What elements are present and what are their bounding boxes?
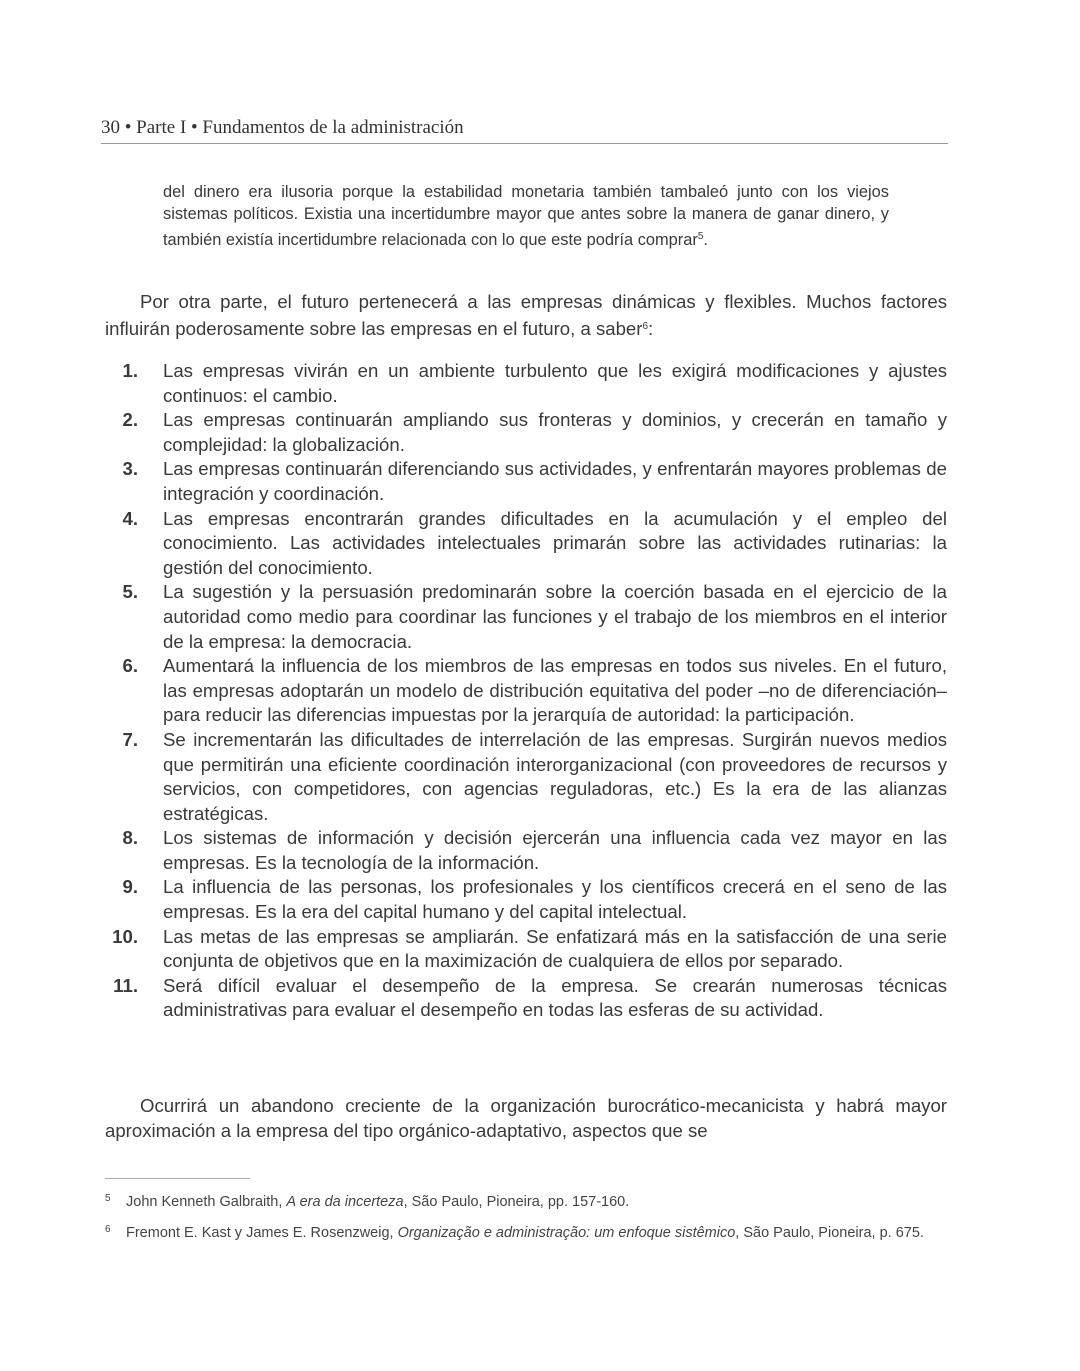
list-number: 8.: [122, 827, 138, 849]
header-rule: [101, 143, 948, 144]
list-text: Será difícil evaluar el desempeño de la empresa. Se crearán numerosas técnicas administrativas para evaluar el desempeño en todas las esferas de su actividad.: [163, 974, 947, 1021]
list-number: 10.: [112, 925, 138, 947]
paragraph-text: Por otra parte, el futuro pertenecerá a las empresas dinámicas y flexibles. Muchos factores influirán poderosamente sobre las empresas en el futuro, a saber: [105, 291, 947, 339]
list-text: Las empresas vivirán en un ambiente turbulento que les exigirá modificaciones y ajustes continuos: el cambio.: [163, 360, 947, 406]
list-number: 11.: [113, 974, 138, 996]
footnote-rule: [105, 1178, 250, 1179]
list-number: 2.: [122, 409, 138, 431]
footnote-title: Organização e administração: um enfoque sistêmico: [397, 1225, 736, 1241]
footnote-mark: 5: [105, 1193, 111, 1204]
list-item: [105, 408, 947, 457]
list-number: 7.: [122, 728, 138, 750]
footnote-5: [105, 1192, 950, 1212]
footnote-title: A era da incerteza: [286, 1194, 404, 1210]
list-text: La sugestión y la persuasión predominarán sobre la coerción basada en el ejercicio de la autoridad como medio para coordinar las funciones y el trabajo de los miembros en el interior de la empresa: la democracia.: [163, 581, 947, 652]
list-item: [105, 974, 947, 1023]
list-text: Las empresas continuarán diferenciando sus actividades, y enfrentarán mayores problemas de integración y coordinación.: [163, 458, 947, 504]
footnote-text: , São Paulo, Pioneira, pp. 157-160.: [403, 1194, 630, 1210]
running-header: 30 • Parte I • Fundamentos de la administración: [101, 117, 464, 138]
list-text: Las metas de las empresas se ampliarán. Se enfatizará más en la satisfacción de una serie conjunta de objetivos que en la maximización de cualquiera de ellos por separado.: [163, 925, 947, 972]
list-number: 9.: [122, 876, 138, 898]
list-text: Los sistemas de información y decisión ejercerán una influencia cada vez mayor en las empresas. Es la tecnología de la información.: [163, 827, 947, 873]
list-text: Las empresas encontrarán grandes dificultades en la acumulación y el empleo del conocimiento. Las actividades intelectuales primarán sobre las actividades rutinarias: la gestión del conocimiento.: [163, 507, 947, 578]
footnote-text: John Kenneth Galbraith,: [126, 1194, 287, 1210]
list-text: Las empresas continuarán ampliando sus fronteras y dominios, y crecerán en tamaño y complejidad: la globalización.: [163, 409, 947, 455]
list-item: [105, 580, 947, 654]
footnote-6: [105, 1223, 950, 1243]
list-number: 1.: [122, 360, 138, 381]
footnote-ref[interactable]: 6: [642, 320, 649, 332]
list-text: Aumentará la influencia de los miembros de las empresas en todos sus niveles. En el futuro, las empresas adoptarán un modelo de distribución equitativa del poder –no de diferenciación– para reducir las diferencias impuestas por la jerarquía de autoridad: la participación.: [163, 655, 947, 726]
footnote-mark: 6: [105, 1224, 111, 1235]
list-item: [105, 654, 947, 728]
block-quote: [163, 181, 889, 251]
list-item: [105, 359, 947, 408]
list-text: Se incrementarán las dificultades de interrelación de las empresas. Surgirán nuevos medios que permitirán una eficiente coordinación interorganizacional (con proveedores de recursos y servicios, con competidores, con agencias reguladoras, etc.) Es la era de las alianzas estratégicas.: [163, 728, 947, 824]
list-item: [105, 875, 947, 924]
footnote-ref[interactable]: 5: [697, 230, 704, 242]
list-number: 5.: [122, 581, 138, 603]
list-item: [105, 457, 947, 506]
paragraph-intro: [105, 290, 947, 341]
list-number: 4.: [122, 507, 138, 529]
paragraph-conclusion: Ocurrirá un abandono creciente de la organización burocrático-mecanicista y habrá mayor aproximación a la empresa del tipo orgánico-adaptativo, aspectos que se: [105, 1095, 947, 1141]
footnote-text: , São Paulo, Pioneira, p. 675.: [735, 1225, 924, 1241]
quote-text: del dinero era ilusoria porque la estabilidad monetaria también tambaleó junto con los viejos sistemas políticos. Existia una incertidumbre mayor que antes sobre la manera de ganar dinero, y también existía incertidumbre relacionada con lo que este podría comprar: [163, 183, 889, 249]
list-number: 3.: [122, 458, 138, 480]
factors-list: [105, 359, 947, 1023]
paragraph-end: :: [648, 317, 654, 339]
list-item: [105, 728, 947, 826]
footnote-text: Fremont E. Kast y James E. Rosenzweig,: [126, 1225, 398, 1241]
quote-end: .: [703, 230, 708, 249]
list-item: [105, 925, 947, 974]
list-text: La influencia de las personas, los profesionales y los científicos crecerá en el seno de las empresas. Es la era del capital humano y del capital intelectual.: [163, 876, 947, 923]
list-number: 6.: [122, 655, 138, 677]
list-item: [105, 826, 947, 875]
list-item: [105, 507, 947, 581]
